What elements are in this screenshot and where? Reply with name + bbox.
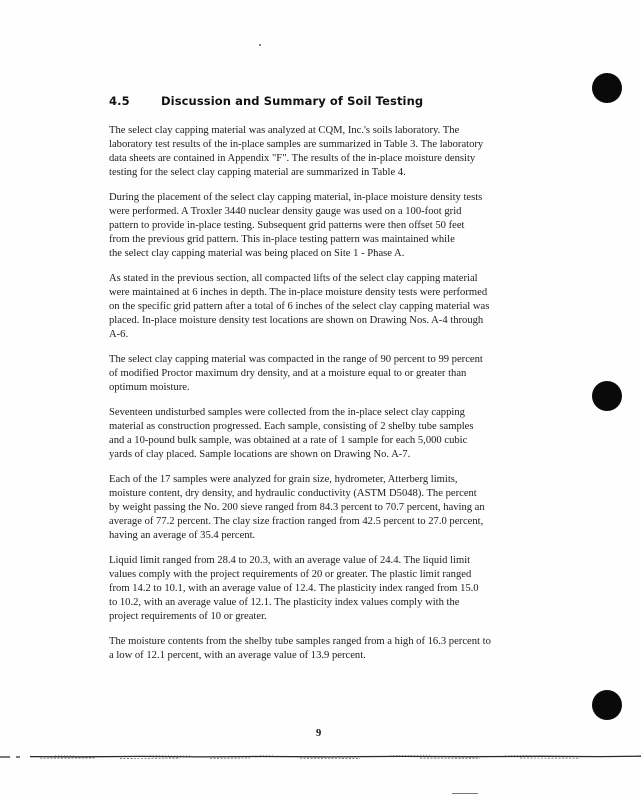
text-line: the select clay capping material was being placed on Site 1 - Phase A. <box>109 248 405 259</box>
section-title: Discussion and Summary of Soil Testing <box>161 94 424 108</box>
section-number: 4.5 <box>109 94 130 108</box>
text-line: The select clay capping material was analyzed at CQM, Inc.'s soils laboratory. The <box>109 125 460 136</box>
paragraph-gap <box>109 462 541 473</box>
paragraph <box>109 473 541 543</box>
text-line: were maintained at 6 inches in depth. The in-place moisture density tests were performed <box>109 287 488 298</box>
paragraph-gap <box>109 624 541 635</box>
paragraph <box>109 353 541 395</box>
paragraph-gap <box>109 543 541 554</box>
body-text <box>109 124 541 663</box>
text-line: from 14.2 to 10.1, with an average value of 12.4. The plasticity index ranged from 15.0 <box>109 583 479 594</box>
text-line: by weight passing the No. 200 sieve ranged from 84.3 percent to 70.7 percent, having an <box>109 502 485 513</box>
text-line: yards of clay placed. Sample locations are shown on Drawing No. A-7. <box>109 449 411 460</box>
text-line: data sheets are contained in Appendix "F". The results of the in-place moisture density <box>109 153 476 164</box>
text-line: to 10.2, with an average value of 12.1. The plasticity index values comply with the <box>109 597 460 608</box>
text-line: pattern to provide in-place testing. Subsequent grid patterns were then offset 50 feet <box>109 220 465 231</box>
text-line: project requirements of 10 or greater. <box>109 611 267 622</box>
text-line: optimum moisture. <box>109 382 190 393</box>
text-line: were performed. A Troxler 3440 nuclear density gauge was used on a 100-foot grid <box>109 206 462 217</box>
paragraph-gap <box>109 395 541 406</box>
page-number: 9 <box>316 728 322 739</box>
scan-mark <box>452 793 478 794</box>
paragraph <box>109 406 541 462</box>
text-line: Each of the 17 samples were analyzed for grain size, hydrometer, Atterberg limits, <box>109 474 458 485</box>
punch-hole-top <box>592 73 622 103</box>
paragraph-gap <box>109 342 541 353</box>
text-line: laboratory test results of the in-place samples are summarized in Table 3. The laboratory <box>109 139 484 150</box>
text-line: average of 77.2 percent. The clay size fraction ranged from 42.5 percent to 27.0 percent, <box>109 516 484 527</box>
paragraph <box>109 191 541 261</box>
text-line: and a 10-pound bulk sample, was obtained at a rate of 1 sample for each 5,000 cubic <box>109 435 468 446</box>
punch-hole-middle <box>592 381 622 411</box>
text-line: on the specific grid pattern after a total of 6 inches of the select clay capping material was <box>109 301 490 312</box>
text-line: During the placement of the select clay capping material, in-place moisture density tests <box>109 192 483 203</box>
paragraph <box>109 272 541 342</box>
punch-hole-bottom <box>592 690 622 720</box>
scan-speck <box>259 44 261 46</box>
text-line: moisture content, dry density, and hydraulic conductivity (ASTM D5048). The percent <box>109 488 477 499</box>
paragraph <box>109 635 541 663</box>
text-line: testing for the select clay capping material are summarized in Table 4. <box>109 167 406 178</box>
text-line: of modified Proctor maximum dry density, and at a moisture equal to or greater than <box>109 368 467 379</box>
text-line: As stated in the previous section, all compacted lifts of the select clay capping material <box>109 273 478 284</box>
paragraph-gap <box>109 261 541 272</box>
text-line: placed. In-place moisture density test locations are shown on Drawing Nos. A-4 through <box>109 315 484 326</box>
text-line: Liquid limit ranged from 28.4 to 20.3, with an average value of 24.4. The liquid limit <box>109 555 471 566</box>
text-line: The moisture contents from the shelby tube samples ranged from a high of 16.3 percent to <box>109 636 491 647</box>
text-line: from the previous grid pattern. This in-place testing pattern was maintained while <box>109 234 455 245</box>
footer-scan-line <box>0 752 641 760</box>
text-line: material as construction progressed. Each sample, consisting of 2 shelby tube samples <box>109 421 474 432</box>
paragraph-gap <box>109 180 541 191</box>
text-line: having an average of 35.4 percent. <box>109 530 256 541</box>
text-line: values comply with the project requirements of 20 or greater. The plastic limit ranged <box>109 569 472 580</box>
text-line: a low of 12.1 percent, with an average value of 13.9 percent. <box>109 650 366 661</box>
text-line: A-6. <box>109 329 129 340</box>
text-line: The select clay capping material was compacted in the range of 90 percent to 99 percent <box>109 354 483 365</box>
paragraph <box>109 124 541 180</box>
text-line: Seventeen undisturbed samples were collected from the in-place select clay capping <box>109 407 465 418</box>
section-heading <box>109 94 423 108</box>
paragraph <box>109 554 541 624</box>
